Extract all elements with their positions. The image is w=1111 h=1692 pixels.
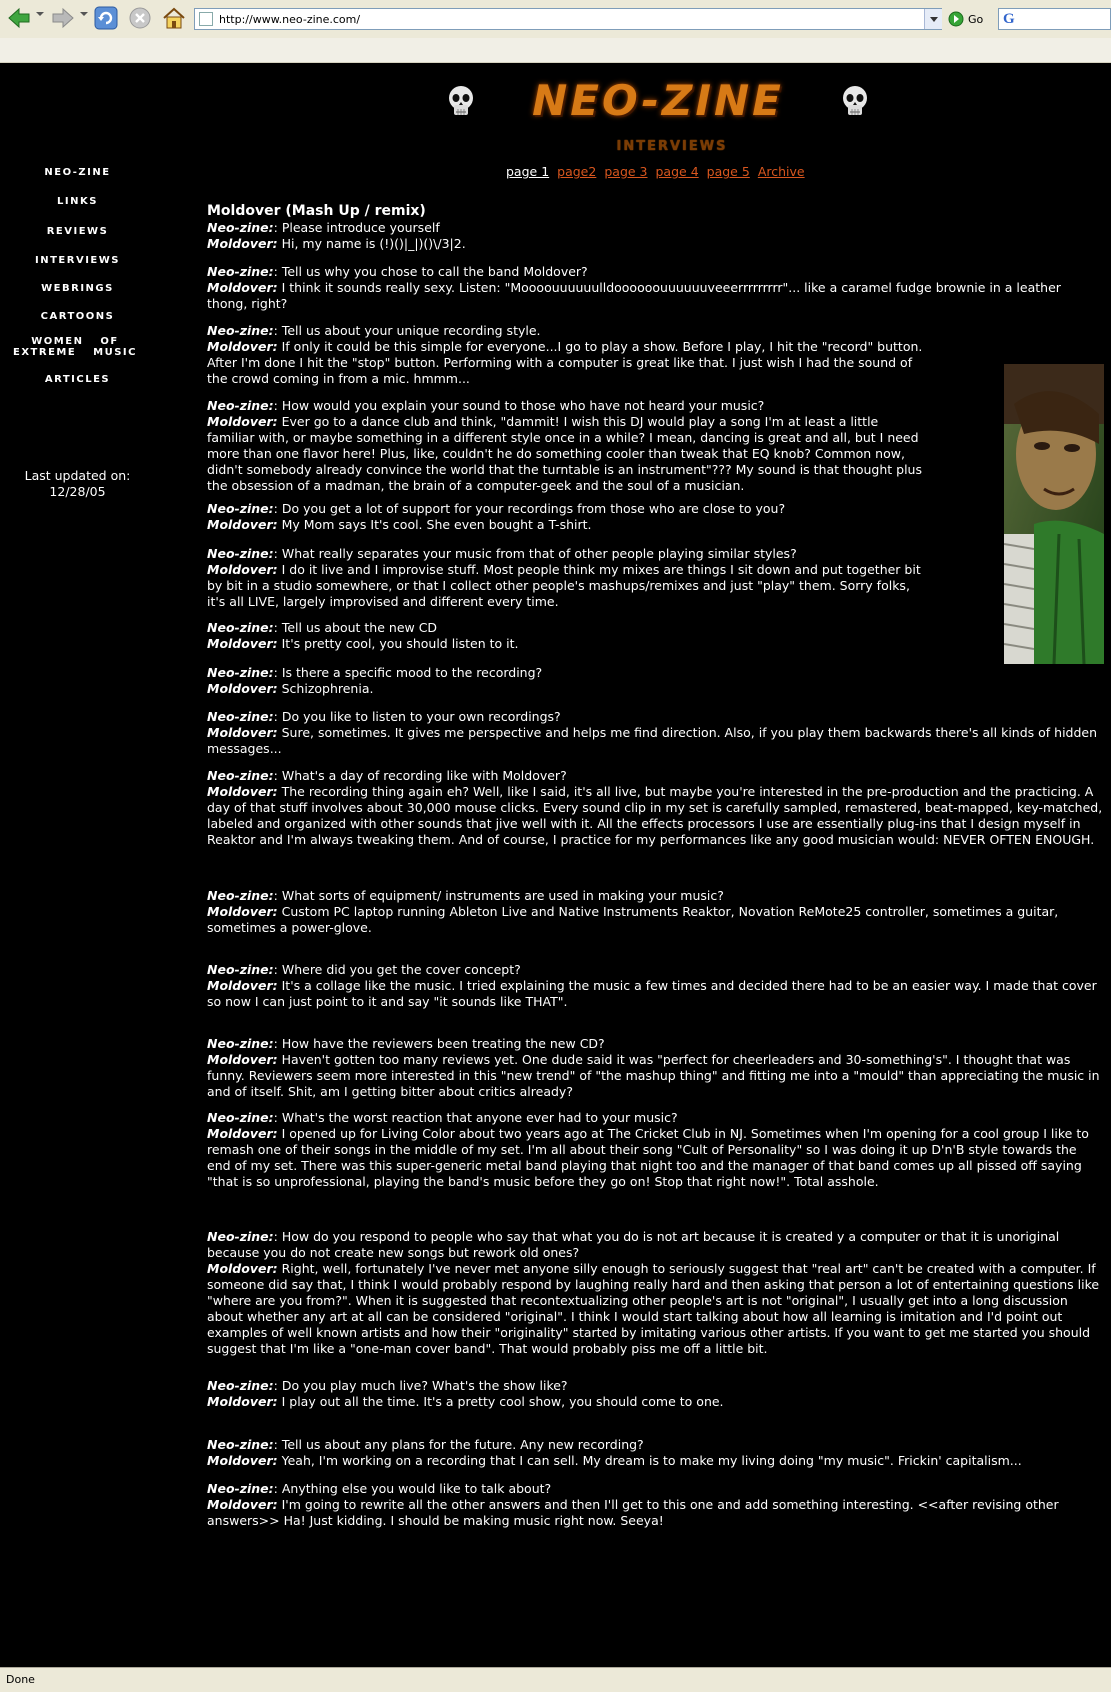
artist-photo: [1004, 364, 1104, 664]
answer-text: Haven't gotten too many reviews yet. One dude said it was "perfect for cheerleaders and 30-something's". I thought that was funny. Reviewers seem more interested in this "new trend" of "the mashup thing" and fitting me into a "mould" than appreciating the music in and of itself. Shit, am I getting bitter about critics already?: [207, 1052, 1100, 1099]
sidebar-item-reviews[interactable]: REVIEWS: [46, 226, 109, 237]
answer-text: Custom PC laptop running Ableton Live and Native Instruments Reaktor, Novation ReMote25 controller, sometimes a guitar, sometimes a power-glove.: [207, 904, 1059, 935]
go-label: Go: [968, 12, 984, 26]
question-text: : Tell us about any plans for the future. Any new recording?: [273, 1437, 644, 1452]
question: [207, 1437, 1104, 1453]
subject-label: Moldover:: [207, 562, 278, 577]
page-icon: [199, 12, 213, 26]
qa-item: [207, 1036, 1104, 1100]
answer-text: Schizophrenia.: [277, 681, 374, 696]
address-bar[interactable]: [194, 8, 942, 30]
go-button[interactable]: [948, 9, 983, 29]
question-text: : What's a day of recording like with Moldover?: [273, 768, 567, 783]
subject-label: Moldover:: [207, 1126, 278, 1141]
interviewer-label: Neo-zine:: [207, 709, 274, 724]
answer-text: The recording thing again eh? Well, like I said, it's all live, but maybe you're interested in the pre-production and the practicing. A day of that stuff involves about 30,000 mouse clicks. Every sound clip in my set is carefully sampled, remastered, beat-mapped, key-matched, labeled and organized with other sounds that jive well with it. All the effects processors I use are essentially plug-ins that I design myself in Reaktor and I'm always tweaking them. And of course, I practice for my performances like any good musician would: NEVER OFTEN ENOUGH.: [207, 784, 1103, 847]
question: [207, 1110, 1104, 1126]
question: [207, 1229, 1104, 1261]
qa-item: [207, 1481, 1104, 1529]
question-text: : What really separates your music from that of other people playing similar styles?: [273, 546, 797, 561]
question: [207, 665, 1104, 681]
sidebar-item-webrings[interactable]: WEBRINGS: [41, 283, 114, 294]
qa-item: [207, 962, 1104, 1010]
home-icon: [162, 6, 186, 30]
last-updated: [0, 468, 155, 500]
back-arrow-icon: [7, 7, 31, 29]
last-updated-label: Last updated on:: [24, 468, 131, 483]
site-title: NEO-ZINE: [532, 76, 784, 125]
answer: [207, 1126, 1104, 1190]
subject-label: Moldover:: [207, 1261, 278, 1276]
qa-item: [207, 768, 1104, 848]
forward-arrow-icon: [51, 7, 75, 29]
interviewer-label: Neo-zine:: [207, 768, 274, 783]
answer: [207, 236, 1104, 252]
section-heading: INTERVIEWS: [616, 139, 728, 154]
page-link-6[interactable]: Archive: [757, 164, 805, 179]
subject-label: Moldover:: [207, 280, 278, 295]
chevron-down-icon: [930, 17, 938, 22]
address-dropdown-button[interactable]: [924, 9, 942, 29]
answer: [207, 517, 1104, 533]
question-text: : Is there a specific mood to the recording?: [273, 665, 543, 680]
page-link-3[interactable]: page 3: [604, 164, 648, 179]
forward-button[interactable]: [48, 5, 78, 31]
question-text: : Tell us about the new CD: [273, 620, 438, 635]
page-link-4[interactable]: page 4: [655, 164, 699, 179]
question-text: : Tell us about your unique recording style.: [273, 323, 541, 338]
answer-text: Yeah, I'm working on a recording that I can sell. My dream is to make my living doing "my music". Frickin' capitalism...: [277, 1453, 1022, 1468]
answer: [207, 1497, 1104, 1529]
interview-title: Moldover (Mash Up / remix): [207, 203, 426, 219]
question: [207, 546, 927, 562]
answer-text: It's a collage like the music. I tried explaining the music a few times and decided there had to be an easier way. I made that cover so now I can just point to it and say "it sounds like THAT".: [207, 978, 1097, 1009]
interviewer-label: Neo-zine:: [207, 398, 274, 413]
google-icon: G: [1003, 11, 1015, 27]
status-bar: [0, 1667, 1111, 1692]
question: [207, 709, 1104, 725]
question: [207, 264, 1104, 280]
page-link-5[interactable]: page 5: [706, 164, 750, 179]
subject-label: Moldover:: [207, 339, 278, 354]
skull-icon: [842, 85, 868, 119]
answer: [207, 339, 927, 387]
question-text: : How do you respond to people who say that what you do is not art because it is created y a computer or that it is unoriginal because you do not create new songs but rework old ones?: [207, 1229, 1060, 1260]
interviewer-label: Neo-zine:: [207, 1481, 274, 1496]
subject-label: Moldover:: [207, 978, 278, 993]
answer: [207, 681, 1104, 697]
question: [207, 962, 1104, 978]
qa-item: [207, 220, 1104, 252]
question-text: : Please introduce yourself: [273, 220, 440, 235]
interviewer-label: Neo-zine:: [207, 1437, 274, 1452]
qa-item: [207, 398, 927, 494]
back-button[interactable]: [4, 5, 34, 31]
answer-text: I play out all the time. It's a pretty cool show, you should come to one.: [277, 1394, 724, 1409]
qa-item: [207, 501, 1104, 533]
interviewer-label: Neo-zine:: [207, 220, 274, 235]
page-viewport: [0, 63, 1111, 1667]
interviewer-label: Neo-zine:: [207, 323, 274, 338]
answer-text: If only it could be this simple for everyone...I go to play a show. Before I play, I hit the "record" button. After I'm done I hit the "stop" button. Performing with a computer is great like that. I just wish I had the sound of the crowd coming in from a mic. hmmm...: [207, 339, 923, 386]
question: [207, 1036, 1104, 1052]
question: [207, 768, 1104, 784]
url-input[interactable]: [219, 13, 919, 26]
subject-label: Moldover:: [207, 725, 278, 740]
question-text: : Where did you get the cover concept?: [273, 962, 521, 977]
qa-item: [207, 546, 927, 610]
answer: [207, 280, 1104, 312]
qa-item: [207, 665, 1104, 697]
answer: [207, 1052, 1104, 1100]
subject-label: Moldover:: [207, 904, 278, 919]
qa-item: [207, 888, 1104, 936]
sidebar-item-interviews[interactable]: INTERVIEWS: [35, 255, 120, 266]
skull-icon: [448, 85, 474, 119]
page-link-2[interactable]: page2: [557, 164, 597, 179]
answer-text: My Mom says It's cool. She even bought a T-shirt.: [277, 517, 592, 532]
interviewer-label: Neo-zine:: [207, 962, 274, 977]
interviewer-label: Neo-zine:: [207, 1378, 274, 1393]
qa-item: [207, 620, 927, 652]
qa-item: [207, 1378, 1104, 1410]
status-text: Done: [6, 1673, 35, 1686]
subject-label: Moldover:: [207, 517, 278, 532]
forward-dropdown-icon[interactable]: [80, 12, 88, 16]
question: [207, 888, 1104, 904]
question-text: : Do you like to listen to your own recordings?: [273, 709, 561, 724]
answer-text: I'm going to rewrite all the other answers and then I'll get to this one and add something interesting. <<after revising other answers>> Ha! Just kidding. I should be making music right now. Seeya!: [207, 1497, 1059, 1528]
qa-item: [207, 323, 927, 387]
subject-label: Moldover:: [207, 1453, 278, 1468]
answer: [207, 562, 927, 610]
back-dropdown-icon[interactable]: [36, 12, 44, 16]
question: [207, 1378, 1104, 1394]
subject-label: Moldover:: [207, 1052, 278, 1067]
interviewer-label: Neo-zine:: [207, 264, 274, 279]
qa-item: [207, 1229, 1104, 1357]
pagination: [506, 164, 813, 179]
subject-label: Moldover:: [207, 1497, 278, 1512]
sidebar-item-articles[interactable]: ARTICLES: [44, 374, 111, 385]
question: [207, 1481, 1104, 1497]
home-button[interactable]: [160, 5, 188, 31]
browser-toolbar: [0, 0, 1111, 39]
answer-text: I think it sounds really sexy. Listen: "Moooouuuuuulldoooooouuuuuuveeerrrrrrrrr"... like a caramel fudge brownie in a leather thong, right?: [207, 280, 1061, 311]
question: [207, 398, 927, 414]
qa-item: [207, 1110, 1104, 1190]
interviewer-label: Neo-zine:: [207, 501, 274, 516]
interviewer-label: Neo-zine:: [207, 546, 274, 561]
answer-text: Sure, sometimes. It gives me perspective and helps me find direction. Also, if you play them backwards there's all kinds of hidden messages...: [207, 725, 1098, 756]
site-logo[interactable]: [448, 73, 868, 131]
interviewer-label: Neo-zine:: [207, 665, 274, 680]
answer-text: It's pretty cool, you should listen to it.: [277, 636, 519, 651]
question-text: : How would you explain your sound to those who have not heard your music?: [273, 398, 765, 413]
answer: [207, 978, 1104, 1010]
answer-text: Right, well, fortunately I've never met anyone silly enough to seriously suggest that "real art" can't be created with a computer. If someone did say that, I think I would probably respond by laughing really hard and then asking that person a lot of entertaining questions like "where are you from?". When it is suggested that recontextualizing other people's art is not "original", I usually get into a long discussion about whether any art at all can be considered "original". I think I would start talking about how all learning is imitation and I'd point out examples of well known artists and how their "originality" started by imitating various other artists. If you want to get me started you should suggest that I'm like a "one-man cover band". That would probably piss me off a little bit.: [207, 1261, 1100, 1356]
question: [207, 620, 927, 636]
answer: [207, 904, 1104, 936]
answer: [207, 1394, 1104, 1410]
question: [207, 323, 927, 339]
answer: [207, 636, 927, 652]
question-text: : What's the worst reaction that anyone ever had to your music?: [273, 1110, 678, 1125]
sidebar-item-links[interactable]: LINKS: [57, 196, 98, 207]
stop-icon: [129, 7, 151, 29]
subject-label: Moldover:: [207, 681, 278, 696]
go-arrow-icon: [948, 11, 964, 27]
google-search-box[interactable]: [998, 8, 1111, 30]
sidebar-item-neo-zine[interactable]: NEO-ZINE: [44, 167, 111, 178]
question: [207, 501, 1104, 517]
interviewer-label: Neo-zine:: [207, 1229, 274, 1244]
answer: [207, 784, 1104, 848]
question-text: : Tell us why you chose to call the band Moldover?: [273, 264, 588, 279]
stop-button[interactable]: [126, 5, 154, 31]
artist-portrait-icon: [1004, 364, 1104, 664]
qa-item: [207, 1437, 1104, 1469]
subject-label: Moldover:: [207, 636, 278, 651]
subject-label: Moldover:: [207, 1394, 278, 1409]
sidebar-item-cartoons[interactable]: CARTOONS: [40, 311, 115, 322]
question-text: : Do you play much live? What's the show like?: [273, 1378, 568, 1393]
answer-text: Ever go to a dance club and think, "dammit! I wish this DJ would play a song I'm at least a little familiar with, or maybe something in a different style once in a while? I mean, dancing is great and all, but I need more than one flavor here! Plus, like, couldn't he do something cooler than tweak that EQ knob? Common now, didn't somebody already convince the world that the turntable is an instrument"??? My sound is that thought plus the obsession of a madman, the brain of a computer-geek and the soul of a musician.: [207, 414, 922, 493]
interviewer-label: Neo-zine:: [207, 1110, 274, 1125]
refresh-icon: [94, 6, 118, 30]
subject-label: Moldover:: [207, 414, 278, 429]
answer: [207, 1453, 1104, 1469]
answer-text: Hi, my name is (!)()|_|)()\/3|2.: [277, 236, 466, 251]
sidebar-item-women-of-extreme-music[interactable]: WOMEN OF EXTREME MUSIC: [13, 336, 137, 358]
interviewer-label: Neo-zine:: [207, 620, 274, 635]
qa-item: [207, 709, 1104, 757]
refresh-button[interactable]: [92, 5, 120, 31]
answer: [207, 725, 1104, 757]
qa-item: [207, 264, 1104, 312]
subject-label: Moldover:: [207, 784, 278, 799]
question-text: : Do you get a lot of support for your recordings from those who are close to you?: [273, 501, 786, 516]
answer: [207, 414, 927, 494]
question-text: : How have the reviewers been treating the new CD?: [273, 1036, 605, 1051]
last-updated-date: 12/28/05: [49, 484, 106, 499]
answer-text: I do it live and I improvise stuff. Most people think my mixes are things I sit down and put together bit by bit in a studio somewhere, or that I collect other people's mashups/remixes and just "play" them. Sorry folks, it's all LIVE, largely improvised and different every time.: [207, 562, 921, 609]
answer: [207, 1261, 1104, 1357]
interviewer-label: Neo-zine:: [207, 888, 274, 903]
question: [207, 220, 1104, 236]
subject-label: Moldover:: [207, 236, 278, 251]
question-text: : What sorts of equipment/ instruments are used in making your music?: [273, 888, 724, 903]
page-link-1[interactable]: page 1: [506, 164, 550, 179]
links-bar: [0, 38, 1111, 63]
answer-text: I opened up for Living Color about two years ago at The Cricket Club in NJ. Sometimes when I'm opening for a cool group I like to remash one of their songs in the middle of my set. I'm all about their song "Cult of Personality" so I was doing it up D'n'B style towards the end of my set. There was this super-generic metal band playing that night too and the manager of that band comes up all pissed off saying "that is so unprofessional, playing the band's music before they go on! Stop that right now!". Total asshole.: [207, 1126, 1089, 1189]
question-text: : Anything else you would like to talk about?: [273, 1481, 552, 1496]
interviewer-label: Neo-zine:: [207, 1036, 274, 1051]
